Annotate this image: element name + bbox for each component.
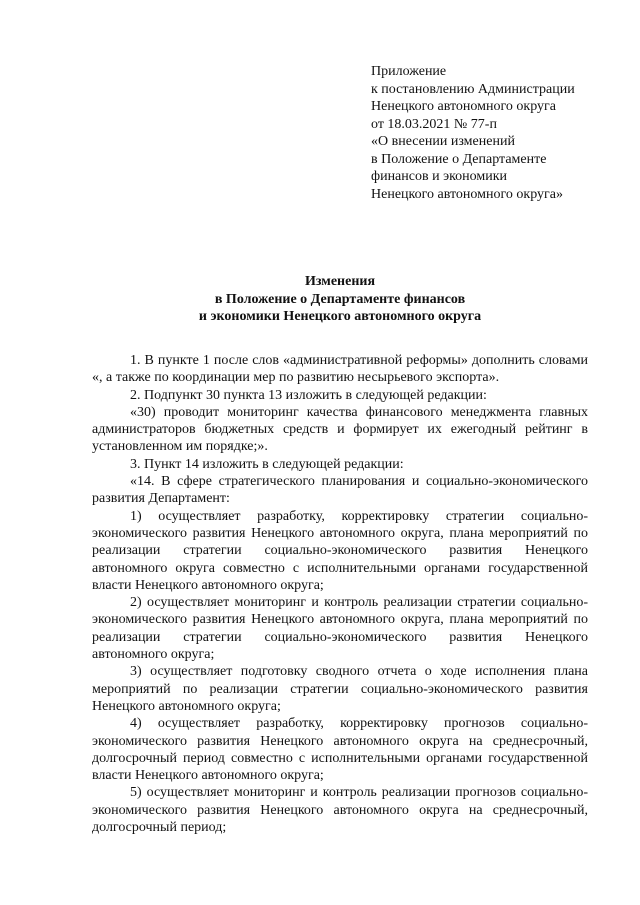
paragraph: «14. В сфере стратегического планирования и социально-экономического развития Департамент: (92, 474, 588, 507)
paragraph: 1. В пункте 1 после слов «административной реформы» дополнить словами «, а также по координации мер по развитию несырьевого экспорта». (92, 353, 588, 386)
appendix-line: Ненецкого автономного округа (371, 99, 556, 114)
appendix-line: от 18.03.2021 № 77-п (371, 116, 497, 132)
document-heading (92, 273, 588, 326)
paragraph: «30) проводит мониторинг качества финансового менеджмента главных администраторов бюджетных средств и формирует их ежегодный рейтинг в установленном им порядке;». (92, 404, 588, 455)
paragraph: 3. Пункт 14 изложить в следующей редакции: (130, 456, 404, 472)
paragraph: 2. Подпункт 30 пункта 13 изложить в следующей редакции: (130, 387, 487, 403)
paragraph: 2) осуществляет мониторинг и контроль реализации стратегии социально-экономического развития Ненецкого автономного округа, плана мероприятий по реализации стратегии социально-экономического развития Ненецкого автономного округа; (92, 595, 588, 663)
heading-line: и экономики Ненецкого автономного округа (198, 309, 482, 324)
appendix-line: к постановлению Администрации (371, 81, 575, 97)
heading-line: в Положение о Департаменте финансов (214, 291, 466, 307)
heading-line: Изменения (304, 274, 376, 289)
paragraph: 5) осуществляет мониторинг и контроль реализации прогнозов социально-экономического развития Ненецкого автономного округа на среднесрочный, долгосрочный период; (92, 785, 588, 836)
appendix-block (371, 63, 621, 203)
appendix-line: Ненецкого автономного округа» (371, 186, 563, 202)
paragraph: 4) осуществляет разработку, корректировку прогнозов социально-экономического развития Ненецкого автономного округа на среднесрочный, долгосрочный период совместно с исполнительными органами государственной власти Ненецкого автономного округа; (92, 716, 588, 784)
paragraph: 3) осуществляет подготовку сводного отчета о ходе исполнения плана мероприятий по реализации стратегии социально-экономического развития Ненецкого автономного округа; (92, 664, 588, 714)
appendix-line: Приложение (371, 64, 447, 79)
document-body (92, 352, 588, 836)
paragraph: 1) осуществляет разработку, корректировку стратегии социально-экономического развития Ненецкого автономного округа, плана мероприятий по реализации стратегии социально-экономического развития Ненецкого автономного округа совместно с исполнительными органами государственной власти Ненецкого автономного округа; (92, 508, 588, 593)
appendix-line: финансов и экономики (371, 169, 508, 184)
appendix-line: «О внесении изменений (371, 134, 515, 149)
appendix-line: в Положение о Департаменте (371, 151, 547, 167)
